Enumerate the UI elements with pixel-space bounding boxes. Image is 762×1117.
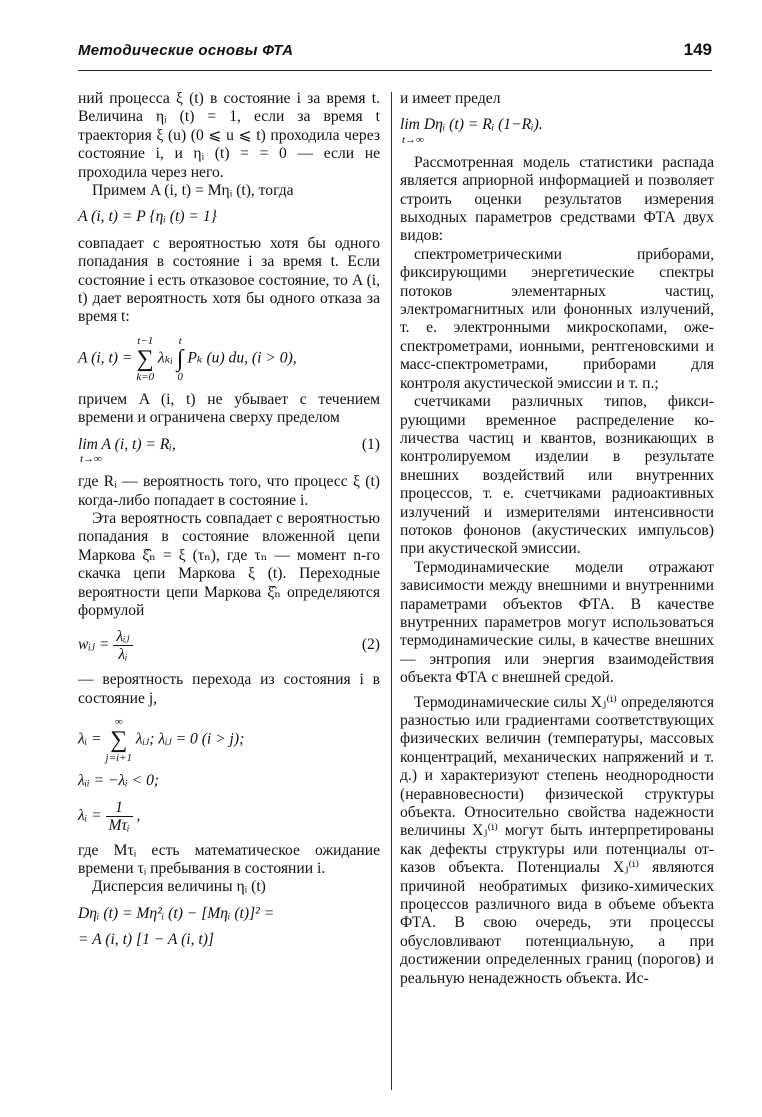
- paragraph: Термодинамические силы Xⱼ⁽ⁱ⁾ определяются разностью или градиентами соответствующих физических величин (температуры, массовых концентраций, механических напряжений и т. д.) и характеризуют степень неоднородности (неравновесности) физической структуры объекта. Относительно свойства надежности величины Xⱼ⁽ⁱ⁾ могут быть интерпретированы как дефекты структуры или потенциалы отказов объекта. Потенциалы Xⱼ⁽ⁱ⁾ являются причиной необратимых физико-химических процессов различного вида в объеме объекта ФТА. В свою очередь, эти процессы обусловливают потенциальную, а при достижении определенных границ (порогов) и реальную ненадежность объекта. Ис-: [400, 693, 714, 987]
- paragraph: — вероятность перехода из состояния i в состояние j,: [78, 671, 380, 707]
- sum-operator: [136, 335, 154, 383]
- numerator: 1: [106, 799, 133, 817]
- page-number: 149: [683, 40, 712, 59]
- formula: = A (i, t) [1 − A (i, t)]: [78, 931, 214, 949]
- fraction: [113, 628, 132, 663]
- paragraph: причем A (i, t) не убывает с течением времени и ограничена сверху пределом: [78, 390, 380, 427]
- paragraph: где Rᵢ — вероятность того, что процесс ξ (t) когда-либо попадает в состояние i.: [78, 473, 380, 509]
- sum-lower-limit: j=i+1: [105, 752, 133, 765]
- paragraph: ний процесса ξ (t) в состояние i за время t. Величина ηᵢ (t) = 1, если за время t траектория ξ (u) (0 ⩽ u ⩽ t) проходила через состояние i, и ηᵢ (t) = = 0 — если не проходила через него.: [78, 90, 380, 181]
- formula-rhs: λᵢⱼ; λᵢⱼ = 0 (i > j);: [135, 730, 245, 748]
- integral-lower-limit: 0: [177, 370, 183, 383]
- limit-subscript: t→∞: [402, 133, 424, 146]
- formula-fraction: [78, 628, 380, 663]
- paragraph: где Mτᵢ есть математическое ожидание времени τᵢ пребывания в состоянии i.: [78, 841, 380, 877]
- fraction: [106, 799, 133, 834]
- formula: λᵢᵢ = −λᵢ < 0;: [78, 772, 160, 790]
- formula-limit: [400, 116, 714, 145]
- sigma-symbol: ∑: [136, 345, 154, 372]
- header-rule: [78, 70, 712, 71]
- paragraph: и имеет предел: [400, 90, 501, 107]
- sigma-symbol: ∑: [110, 727, 128, 754]
- right-column: [400, 90, 714, 988]
- column-divider: [391, 92, 392, 1090]
- formula-sum: [78, 716, 380, 764]
- left-column: [78, 90, 380, 958]
- equation-number: (1): [361, 435, 380, 453]
- paragraph: Эта вероятность совпадает с вероятностью попадания в состояние вложенной цепи Маркова ξ̂ₙ = ξ (τₙ), где τₙ — момент n-го скачка цепи Маркова ξ (t). Переходные вероятности цепи Маркова ξ̂ₙ определяются формулой: [78, 509, 380, 619]
- integral-upper-limit: t: [178, 334, 182, 347]
- formula-lhs: wᵢⱼ =: [78, 636, 114, 654]
- formula-rhs: Pₖ (u) du, (i > 0),: [187, 349, 297, 367]
- formula: Dηᵢ (t) = Mη²ᵢ (t) − [Mηᵢ (t)]² =: [78, 904, 275, 922]
- numerator: λᵢⱼ: [113, 628, 132, 646]
- formula-lhs: λᵢ =: [78, 730, 106, 748]
- paragraph: счетчиками различных типов, фиксирующими временное распределение количества частиц и квантов, возникающих в контролируемом изделии в результате внешних воздействий или внутренних процессов, т. е. счетчиками радиоактивных излучений и измерителями интенсивности потоков фононов (акустических импульсов) при акустической эмиссии.: [400, 393, 714, 558]
- paragraph: Дисперсия величины ηᵢ (t): [92, 878, 266, 896]
- limit-expression: [78, 436, 176, 465]
- sum-upper-limit: ∞: [114, 716, 123, 729]
- formula-term: λₖᵢ: [158, 349, 173, 367]
- formula-lhs: A (i, t) =: [78, 349, 137, 367]
- formula-lhs: λᵢ =: [78, 806, 106, 824]
- paragraph: Термодинамические модели отражают зависимости между внешними и внутренними параметрами объектов ФТА. В качестве внутренних параметров могут использоваться термодинамические силы, в качестве внешних — энтропия или энергия взаимодействия объекта ФТА с внешней средой.: [400, 558, 714, 687]
- formula-sum-integral: [78, 335, 380, 383]
- integral-operator: [177, 335, 184, 383]
- formula-limit: [78, 436, 380, 465]
- formula-fraction: [78, 799, 380, 834]
- limit-text: lim A (i, t) = Rᵢ,: [78, 435, 176, 453]
- limit-expression: [400, 116, 543, 145]
- denominator: Mτᵢ: [108, 816, 130, 834]
- paragraph: совпадает с вероятностью хотя бы одного попадания в состояние i за время t. Если состояние i есть отказовое состояние, то A (i, t) дает вероятность хотя бы одного отказа за время t:: [78, 234, 380, 326]
- sum-lower-limit: k=0: [136, 370, 155, 383]
- sum-operator: [106, 716, 132, 764]
- integral-symbol: ∫: [176, 345, 184, 372]
- running-title: Методические основы ФТА: [78, 42, 294, 59]
- paragraph: Рассмотренная модель статистики распада является априорной информацией и позволяет строить оценки результатов измерения выходных параметров средствами ФТА двух видов:: [400, 153, 714, 245]
- running-head: [78, 38, 712, 66]
- equation-number: (2): [361, 636, 380, 654]
- denominator: λᵢ: [118, 646, 128, 664]
- sum-upper-limit: t−1: [137, 334, 154, 347]
- limit-text: lim Dηᵢ (t) = Rᵢ (1−Rᵢ).: [400, 116, 543, 134]
- formula: A (i, t) = P {ηᵢ (t) = 1}: [78, 208, 217, 226]
- paragraph: спектрометрическими приборами, фиксирующими энергетические спектры потоков элементарных частиц, электромагнитных или фононных излучений, т. е. электронными микроскопами, оже-спектрометрами, ионными, рентгеновскими и масс-спектрометрами, приборами для контроля акустической эмиссии и т. п.;: [400, 245, 714, 392]
- formula-tail: ,: [136, 806, 141, 824]
- paragraph: Примем A (i, t) = Mηᵢ (t), тогда: [92, 182, 294, 200]
- limit-subscript: t→∞: [80, 453, 102, 466]
